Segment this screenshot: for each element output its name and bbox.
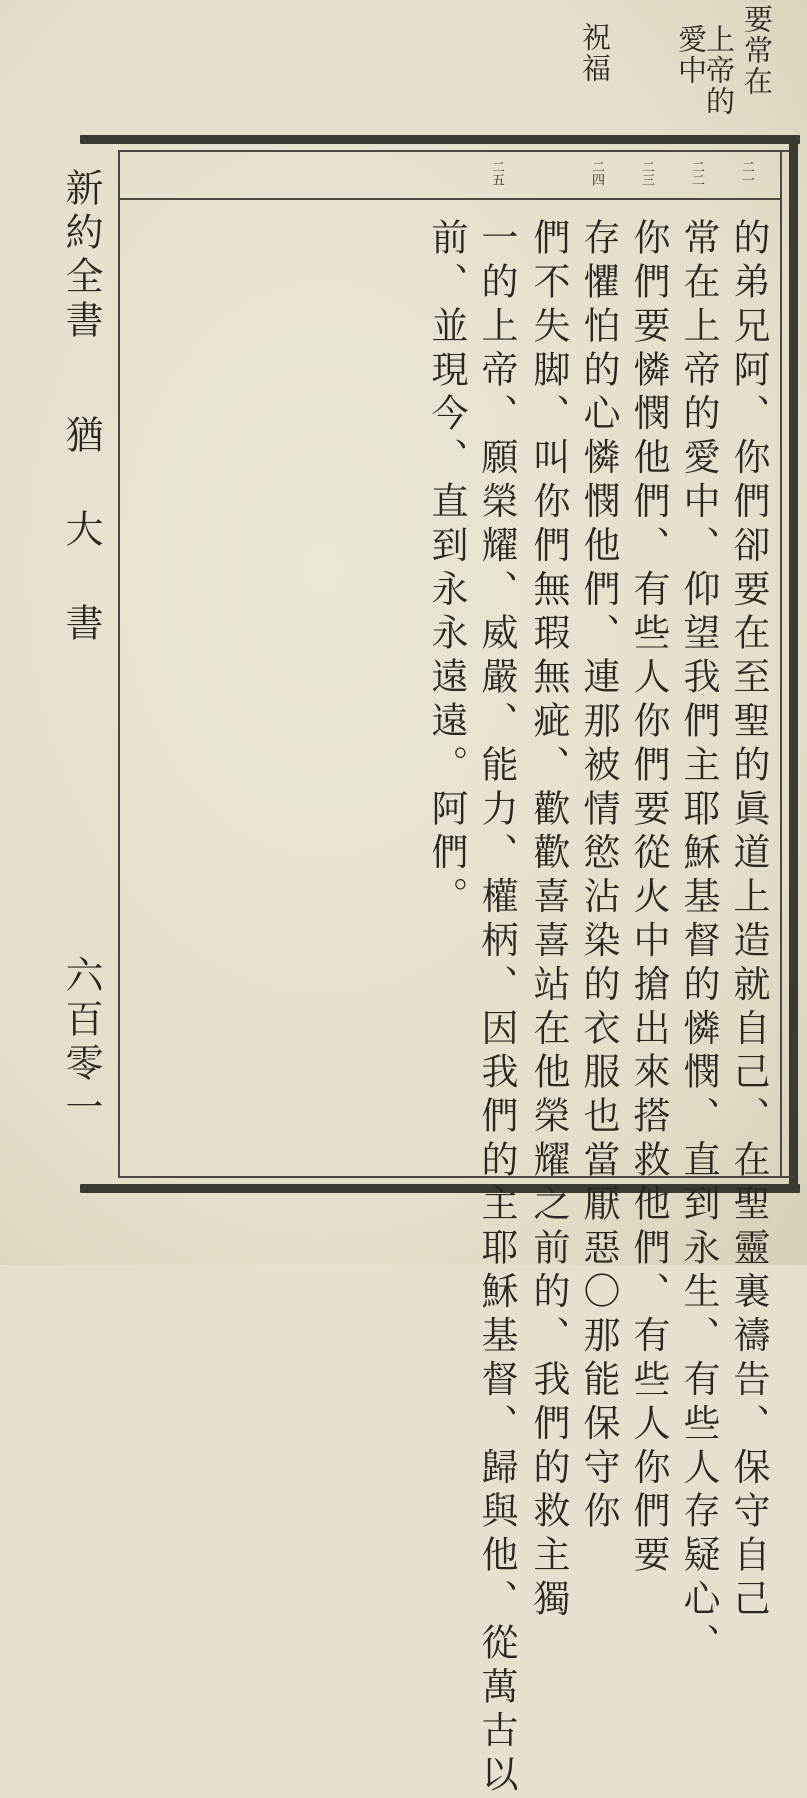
- text-column: 你們要憐憫他們、有些人你們要從火中搶出來搭救他們、有些人你們要: [627, 218, 670, 1579]
- chapter-title: 猶 大 書: [59, 415, 103, 647]
- frame-right-border: [789, 135, 798, 1193]
- previous-page-line-1: 要常在: [740, 4, 774, 97]
- frame-top-inner-rule: [118, 150, 794, 152]
- text-column: 們不失脚、叫你們無瑕無疵、歡歡喜喜站在他榮耀之前的、我們的救主獨: [527, 218, 570, 1623]
- page-number: 六百零一: [59, 955, 103, 1131]
- text-column: 常在上帝的愛中、仰望我們主耶穌基督的憐憫、直到永生、有些人存疑心、: [677, 218, 720, 1667]
- verse-number: 二四: [589, 160, 604, 186]
- book-title: 新約全書: [59, 168, 103, 344]
- verse-number: 二二: [689, 160, 704, 186]
- previous-page-line-2: 上帝的: [702, 24, 736, 117]
- verse-number: 二三: [639, 160, 654, 186]
- verse-number-rule: [120, 198, 780, 200]
- text-column: 前、並現今、直到永永遠遠。阿們。: [425, 218, 468, 921]
- text-column: 一的上帝、願榮耀、威嚴、能力、權柄、因我們的主耶穌基督、歸與他、從萬古以: [475, 218, 518, 1798]
- frame-top-border: [80, 135, 800, 144]
- verse-number: 二五: [489, 160, 504, 186]
- text-column: 存懼怕的心憐憫他們、連那被情慾沾染的衣服也當厭惡〇那能保守你: [577, 218, 620, 1535]
- frame-right-inner-rule: [780, 150, 782, 1178]
- previous-page-line-4: 祝福: [578, 22, 612, 84]
- previous-page-line-3: 愛中: [674, 24, 708, 86]
- verse-number: 二一: [739, 160, 754, 186]
- frame-left-rule: [118, 150, 120, 1178]
- text-column: 的弟兄阿、你們卻要在至聖的眞道上造就自己、在聖靈裏禱告、保守自己: [727, 218, 770, 1623]
